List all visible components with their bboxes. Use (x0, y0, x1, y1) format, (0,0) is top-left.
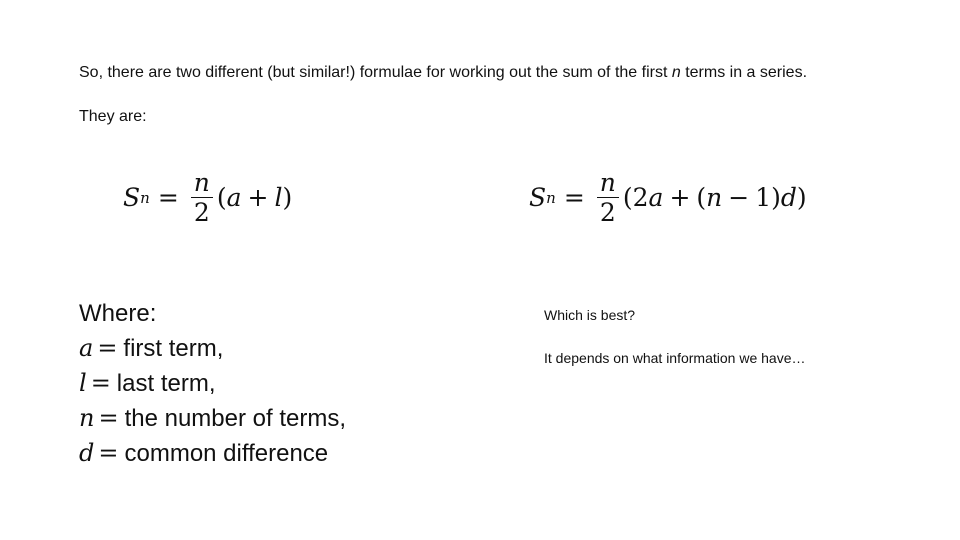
where-definitions (79, 297, 346, 471)
formula2-one-close: 1) (755, 183, 781, 212)
definition-n-text: the number of terms, (124, 405, 347, 432)
definition-l-equals: = (90, 369, 111, 397)
definition-d-var: d (79, 439, 95, 467)
formula2-plus: + (669, 183, 691, 212)
formula2-open-two: (2 (622, 183, 649, 212)
formula2-numerator: n (599, 168, 616, 197)
formula2-n: n (706, 183, 723, 212)
depends-text: It depends on what information we have… (544, 350, 806, 366)
formula1-equals: = (157, 183, 179, 212)
definition-a (79, 331, 346, 366)
formula2-a: a (648, 183, 664, 212)
formula1-a: a (226, 183, 242, 212)
formula1-plus: + (247, 183, 269, 212)
intro-text-end: terms in a series. (680, 64, 808, 81)
formula2-s: S (529, 183, 547, 212)
definition-d (79, 436, 346, 471)
formula-first-last (123, 170, 292, 225)
definition-n-var: n (79, 404, 95, 432)
formula1-l: l (274, 183, 283, 212)
definition-a-text: first term, (123, 335, 224, 362)
formula1-s: S (123, 183, 141, 212)
formula1-numerator: n (193, 168, 210, 197)
formula1-open-paren: ( (216, 183, 227, 212)
formula1-subscript: n (140, 188, 150, 207)
formula2-subscript: n (546, 188, 556, 207)
formula2-close-paren: ) (796, 183, 807, 212)
definition-d-equals: = (98, 439, 119, 467)
formula-common-difference (529, 170, 807, 225)
formula1-close-paren: ) (282, 183, 293, 212)
which-is-best-text: Which is best? (544, 307, 636, 323)
definition-a-var: a (79, 334, 94, 362)
intro-text-n: n (671, 64, 681, 81)
definition-n-equals: = (98, 404, 119, 432)
formula2-denominator: 2 (597, 197, 619, 225)
definition-n (79, 401, 346, 436)
formula2-fraction (597, 170, 619, 225)
definition-l-text: last term, (116, 370, 216, 397)
intro-text-start: So, there are two different (but similar!) formulae for working out the sum of the first (79, 64, 672, 81)
formula2-equals: = (563, 183, 585, 212)
formula2-minus: − (728, 183, 750, 212)
definition-l (79, 366, 346, 401)
formula2-d: d (780, 183, 797, 212)
definition-a-equals: = (97, 334, 118, 362)
intro-text (79, 64, 807, 82)
formula1-fraction (191, 170, 213, 225)
formula2-open-paren: ( (696, 183, 707, 212)
definition-l-var: l (79, 369, 87, 397)
definition-d-text: common difference (124, 440, 329, 467)
formula1-denominator: 2 (191, 197, 213, 225)
they-are-label: They are: (79, 108, 147, 125)
where-title: Where: (79, 300, 157, 327)
